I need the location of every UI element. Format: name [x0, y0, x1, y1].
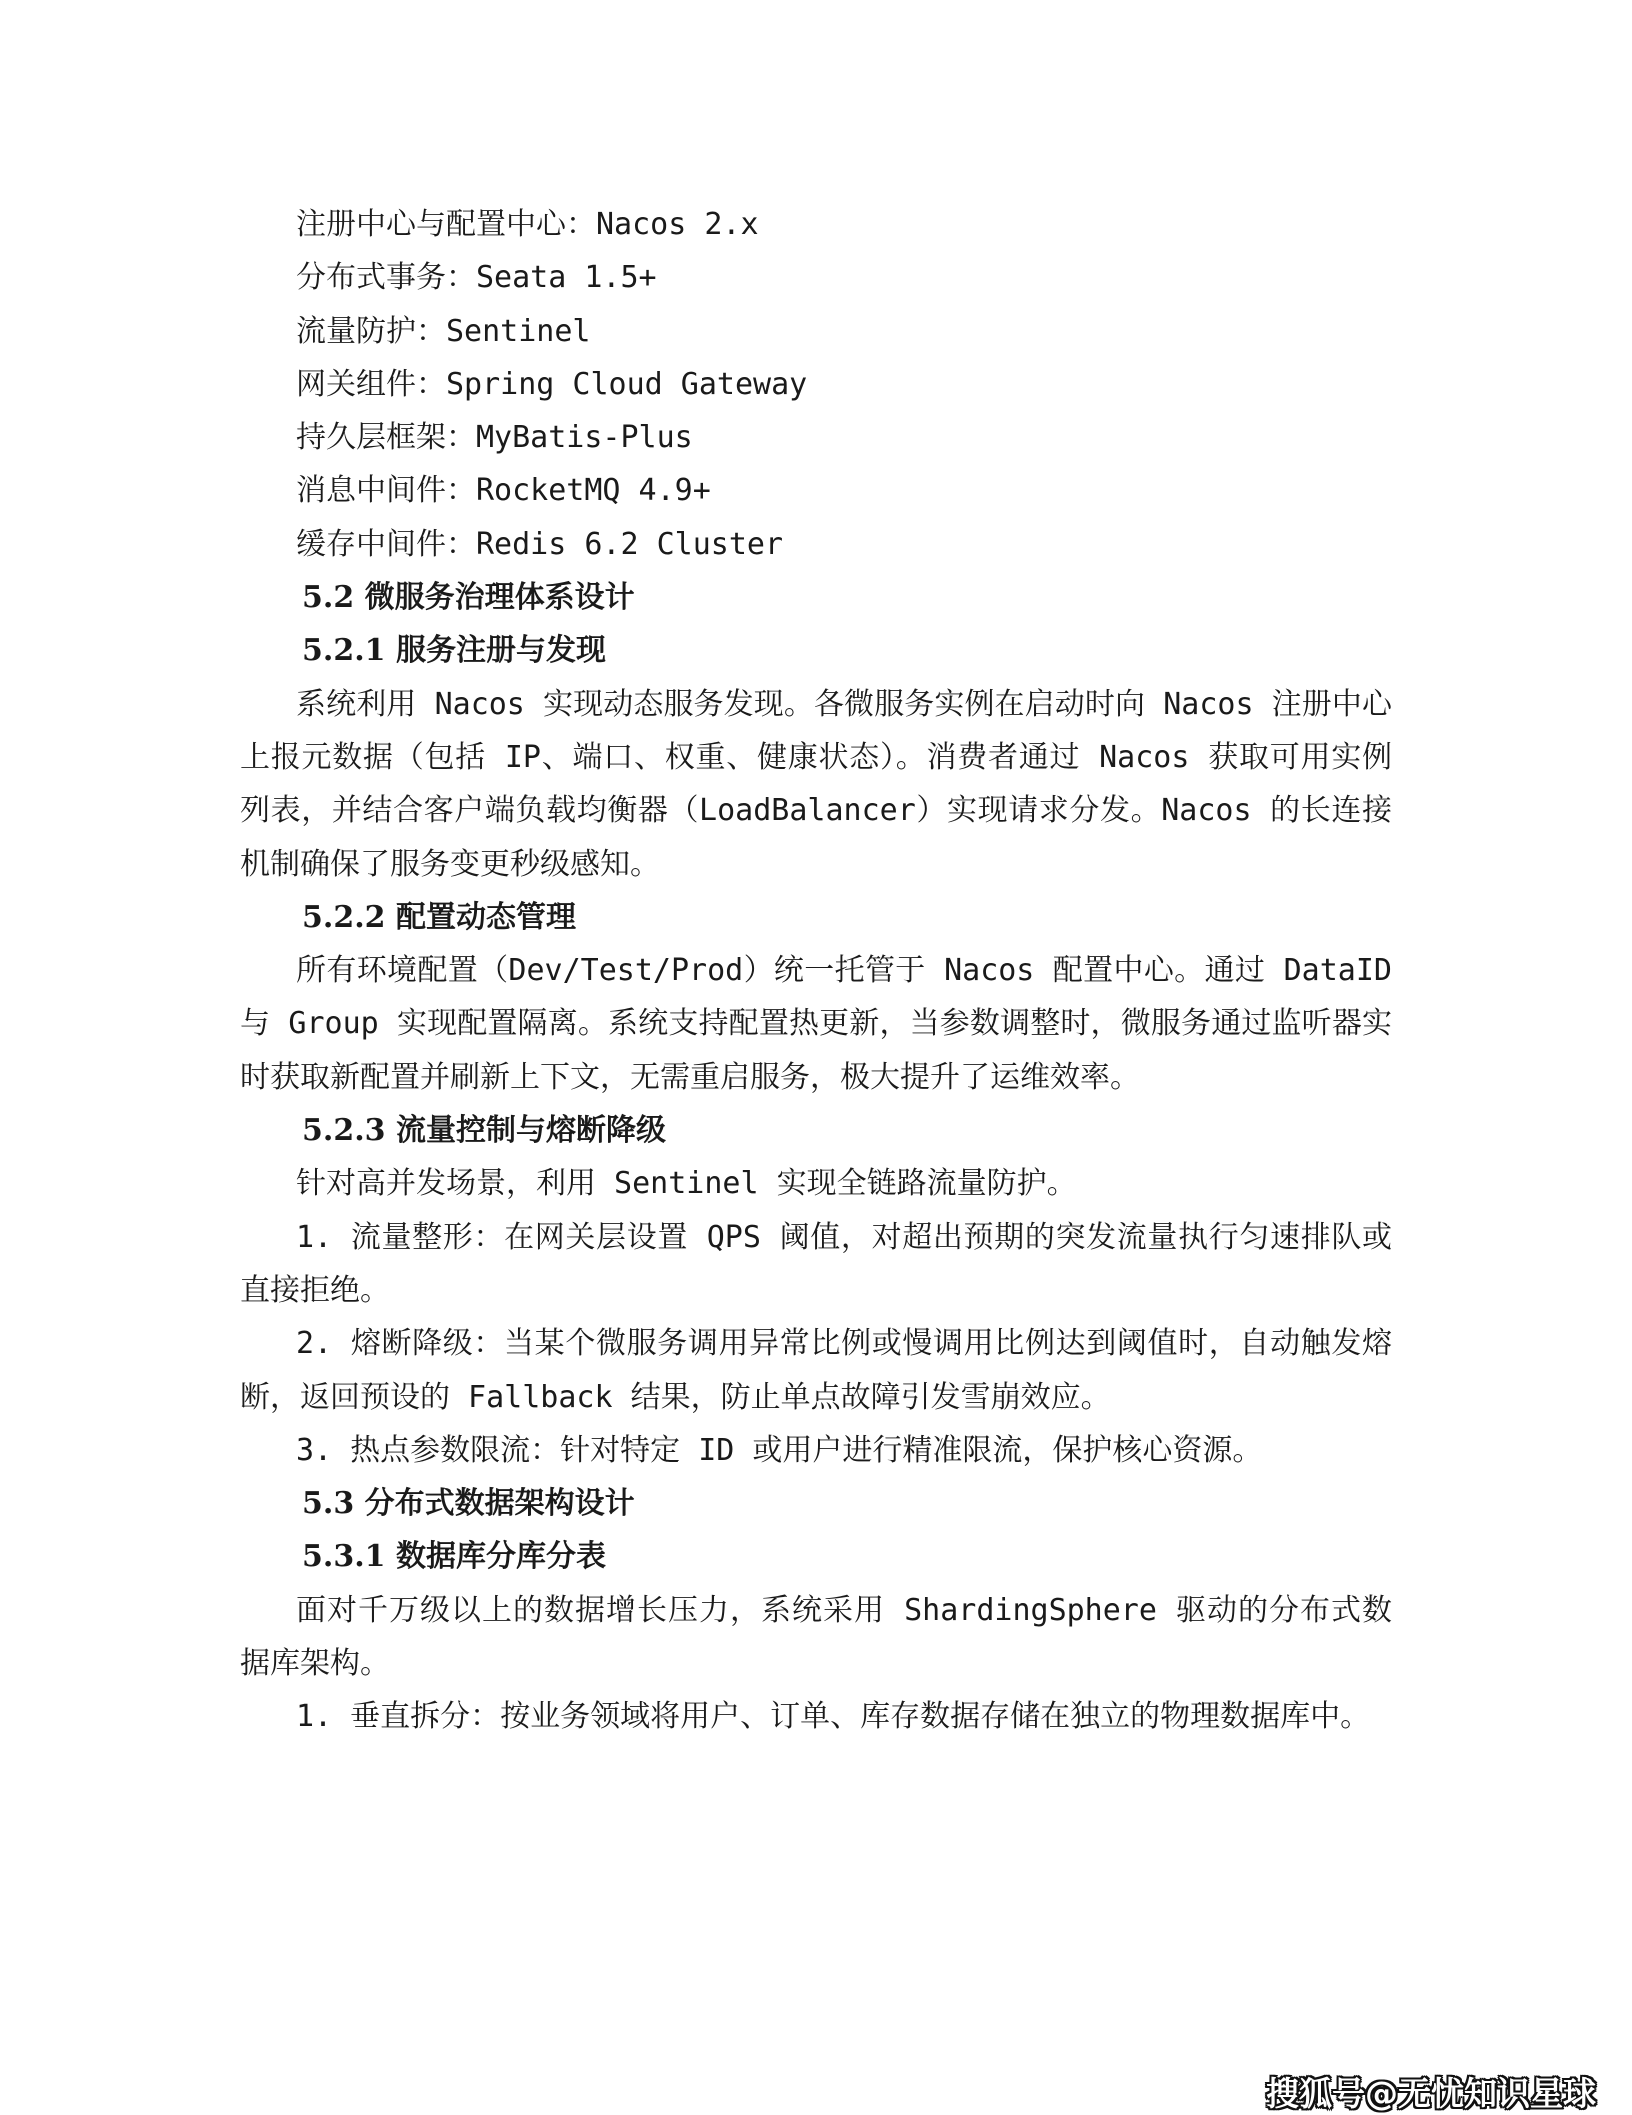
tech-stack-item: 网关组件：Spring Cloud Gateway: [296, 366, 808, 402]
tech-stack-item: 缓存中间件：Redis 6.2 Cluster: [296, 526, 784, 562]
list-item-flow-shaping: 1. 流量整形：在网关层设置 QPS 阈值，对超出预期的突发流量执行匀速排队或直接拒绝。: [240, 1219, 1392, 1308]
list-item-circuit-breaking: 2. 熔断降级：当某个微服务调用异常比例或慢调用比例达到阈值时，自动触发熔断，返回预设的 Fallback 结果，防止单点故障引发雪崩效应。: [240, 1326, 1392, 1415]
tech-stack-item: 流量防护：Sentinel: [296, 313, 591, 349]
paragraph-flow-control-intro: 针对高并发场景，利用 Sentinel 实现全链路流量防护。: [296, 1166, 1077, 1202]
section-heading-5-2: 5.2 微服务治理体系设计: [302, 580, 635, 616]
tech-stack-item: 持久层框架：MyBatis-Plus: [296, 420, 693, 456]
section-heading-5-2-2: 5.2.2 配置动态管理: [302, 899, 576, 935]
paragraph-config-management: 所有环境配置（Dev/Test/Prod）统一托管于 Nacos 配置中心。通过 DataID 与 Group 实现配置隔离。系统支持配置热更新，当参数调整时，微服务通过监听器实时获取新配置并刷新上下文，无需重启服务，极大提升了运维效率。: [240, 953, 1392, 1095]
document-body: [240, 198, 1392, 1744]
tech-stack-item: 分布式事务：Seata 1.5+: [296, 260, 657, 296]
tech-stack-item: 消息中间件：RocketMQ 4.9+: [296, 473, 711, 509]
paragraph-service-discovery: 系统利用 Nacos 实现动态服务发现。各微服务实例在启动时向 Nacos 注册中心上报元数据（包括 IP、端口、权重、健康状态）。消费者通过 Nacos 获取可用实例列表，并结合客户端负载均衡器（LoadBalancer）实现请求分发。Nacos 的长连接机制确保了服务变更秒级感知。: [240, 686, 1392, 882]
paragraph-sharding-intro: 面对千万级以上的数据增长压力，系统采用 ShardingSphere 驱动的分布式数据库架构。: [240, 1592, 1392, 1682]
section-heading-5-3-1: 5.3.1 数据库分库分表: [302, 1539, 606, 1575]
watermark-text: 搜狐号@无忧知识星球: [1266, 2074, 1596, 2113]
list-item-hotspot-limiting: 3. 热点参数限流：针对特定 ID 或用户进行精准限流，保护核心资源。: [296, 1432, 1263, 1468]
list-item-vertical-split: 1. 垂直拆分：按业务领域将用户、订单、库存数据存储在独立的物理数据库中。: [296, 1699, 1371, 1735]
tech-stack-item: 注册中心与配置中心：Nacos 2.x: [296, 207, 759, 242]
section-heading-5-2-1: 5.2.1 服务注册与发现: [302, 633, 606, 669]
section-heading-5-3: 5.3 分布式数据架构设计: [302, 1486, 635, 1522]
section-heading-5-2-3: 5.2.3 流量控制与熔断降级: [302, 1113, 666, 1149]
